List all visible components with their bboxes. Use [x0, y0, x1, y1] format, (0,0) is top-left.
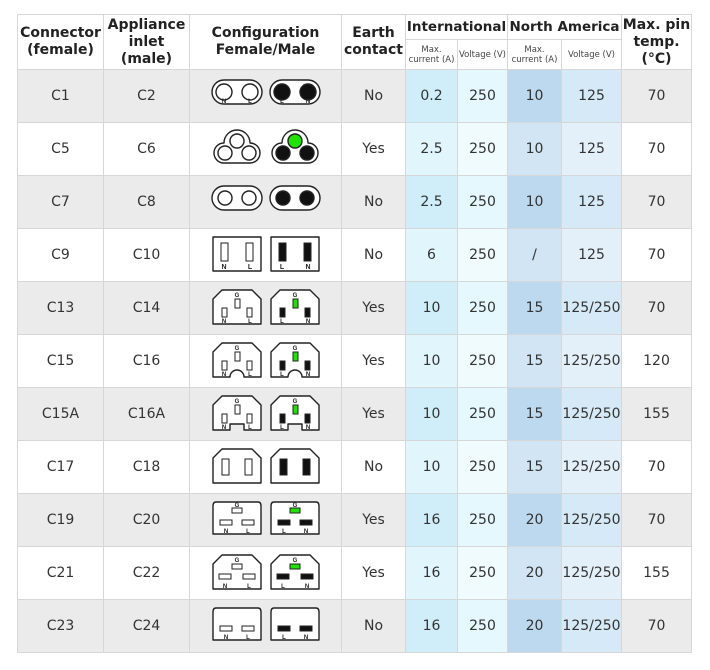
male-neutral-pin	[280, 361, 285, 370]
male-inlet-shape	[272, 130, 318, 163]
header-na-voltage: Voltage (V)	[562, 40, 622, 70]
female-live-pin	[247, 308, 252, 317]
male-inlet-shape	[271, 396, 319, 431]
intl-current-cell: 0.2	[406, 70, 458, 123]
pin-label: N	[223, 635, 228, 641]
inlet-cell: C22	[104, 547, 190, 600]
na-voltage-cell: 125/250	[562, 547, 622, 600]
male-earth-pin	[288, 134, 302, 148]
pin-label: L	[245, 635, 250, 641]
connector-diagram	[206, 394, 326, 434]
female-connector-shape	[213, 237, 261, 271]
connector-diagram	[206, 288, 326, 328]
inlet-cell: C2	[104, 70, 190, 123]
male-inlet-shape	[271, 237, 319, 271]
header-connector: Connector (female)	[18, 15, 104, 70]
female-neutral-pin	[220, 520, 232, 525]
na-voltage-cell: 125	[562, 70, 622, 123]
max-temp-cell: 70	[622, 494, 692, 547]
intl-current-cell: 6	[406, 229, 458, 282]
connector-cell: C17	[18, 441, 104, 494]
intl-current-cell: 10	[406, 335, 458, 388]
pin-label: G	[292, 399, 297, 405]
male-neutral-pin	[278, 520, 290, 525]
earth-contact-cell: Yes	[342, 335, 406, 388]
max-temp-cell: 70	[622, 600, 692, 653]
connector-diagram	[206, 500, 326, 540]
pin-label: N	[305, 372, 310, 378]
male-earth-pin	[290, 564, 300, 569]
header-na-max-current: Max. current (A)	[508, 40, 562, 70]
male-live-pin	[305, 414, 310, 423]
connector-cell: C5	[18, 123, 104, 176]
na-voltage-cell: 125/250	[562, 388, 622, 441]
male-inlet-shape	[271, 449, 319, 483]
pin-label: L	[279, 99, 284, 105]
max-temp-cell: 120	[622, 335, 692, 388]
na-voltage-cell: 125/250	[562, 335, 622, 388]
inlet-cell: C24	[104, 600, 190, 653]
female-neutral-pin	[221, 243, 228, 261]
male-inlet-shape	[270, 186, 320, 210]
intl-voltage-cell: 250	[458, 547, 508, 600]
pin-label: L	[279, 319, 284, 325]
intl-voltage-cell: 250	[458, 229, 508, 282]
connector-diagram	[206, 341, 326, 381]
configuration-cell	[190, 335, 342, 388]
na-voltage-cell: 125	[562, 229, 622, 282]
intl-voltage-cell: 250	[458, 600, 508, 653]
female-live-pin	[242, 191, 256, 205]
max-temp-cell: 70	[622, 70, 692, 123]
male-neutral-pin	[279, 243, 286, 261]
intl-voltage-cell: 250	[458, 441, 508, 494]
connector-diagram	[206, 235, 326, 275]
max-temp-cell: 70	[622, 441, 692, 494]
na-current-cell: 10	[508, 176, 562, 229]
max-temp-cell: 70	[622, 282, 692, 335]
table-row	[18, 494, 692, 547]
pin-label: L	[281, 635, 286, 641]
configuration-cell	[190, 600, 342, 653]
na-current-cell: 15	[508, 335, 562, 388]
intl-current-cell: 10	[406, 282, 458, 335]
na-voltage-cell: 125/250	[562, 600, 622, 653]
male-neutral-pin	[280, 308, 285, 317]
na-current-cell: 20	[508, 600, 562, 653]
male-live-pin	[305, 361, 310, 370]
male-earth-pin	[293, 352, 298, 361]
na-current-cell: /	[508, 229, 562, 282]
earth-contact-cell: Yes	[342, 282, 406, 335]
connector-cell: C15A	[18, 388, 104, 441]
max-temp-cell: 70	[622, 229, 692, 282]
pin-label: L	[247, 319, 252, 325]
female-neutral-pin	[222, 308, 227, 317]
female-connector-shape	[212, 80, 262, 105]
pin-label: N	[221, 99, 226, 105]
connector-diagram	[206, 606, 326, 646]
male-live-pin	[300, 626, 312, 631]
configuration-cell	[190, 282, 342, 335]
na-current-cell: 20	[508, 494, 562, 547]
table-row	[18, 547, 692, 600]
header-intl-voltage: Voltage (V)	[458, 40, 508, 70]
intl-current-cell: 2.5	[406, 176, 458, 229]
female-live-pin	[242, 520, 254, 525]
male-live-pin	[300, 191, 314, 205]
intl-voltage-cell: 250	[458, 388, 508, 441]
female-live-pin	[246, 243, 253, 261]
na-current-cell: 15	[508, 282, 562, 335]
inlet-cell: C6	[104, 123, 190, 176]
pin-label: N	[221, 372, 226, 378]
female-earth-pin	[230, 134, 244, 148]
male-inlet-shape	[271, 555, 319, 590]
connector-diagram	[206, 182, 326, 222]
male-live-pin	[304, 243, 311, 261]
female-connector-shape	[213, 449, 261, 483]
inlet-cell: C16	[104, 335, 190, 388]
configuration-cell	[190, 229, 342, 282]
female-live-pin	[242, 84, 258, 100]
inlet-cell: C16A	[104, 388, 190, 441]
intl-voltage-cell: 250	[458, 176, 508, 229]
male-neutral-pin	[274, 84, 290, 100]
pin-label: N	[305, 319, 310, 325]
intl-current-cell: 2.5	[406, 123, 458, 176]
pin-label: G	[234, 293, 239, 299]
configuration-cell	[190, 123, 342, 176]
pin-label: N	[220, 264, 227, 271]
female-live-pin	[245, 459, 252, 475]
intl-voltage-cell: 250	[458, 282, 508, 335]
header-configuration: Configuration Female/Male	[190, 15, 342, 70]
na-current-cell: 10	[508, 123, 562, 176]
configuration-cell	[190, 176, 342, 229]
male-inlet-shape	[271, 343, 319, 378]
pin-label: N	[303, 635, 308, 641]
intl-current-cell: 10	[406, 388, 458, 441]
header-international: International	[406, 15, 508, 40]
pin-label: L	[247, 372, 252, 378]
table-row	[18, 282, 692, 335]
female-live-pin	[247, 361, 252, 370]
female-connector-shape	[213, 502, 261, 535]
male-live-pin	[300, 84, 316, 100]
intl-current-cell: 16	[406, 600, 458, 653]
configuration-cell	[190, 70, 342, 123]
intl-voltage-cell: 250	[458, 123, 508, 176]
female-live-pin	[247, 414, 252, 423]
pin-label: G	[234, 503, 239, 509]
pin-label: L	[247, 264, 252, 271]
intl-voltage-cell: 250	[458, 335, 508, 388]
pin-label: N	[221, 425, 226, 431]
female-connector-shape	[212, 186, 262, 210]
female-live-pin	[242, 626, 254, 631]
intl-voltage-cell: 250	[458, 494, 508, 547]
male-earth-pin	[293, 405, 298, 414]
male-inlet-shape	[271, 502, 319, 535]
pin-label: L	[246, 584, 251, 590]
female-neutral-pin	[222, 361, 227, 370]
connector-cell: C7	[18, 176, 104, 229]
earth-contact-cell: No	[342, 176, 406, 229]
pin-label: N	[303, 529, 308, 535]
female-earth-pin	[235, 352, 240, 361]
na-current-cell: 20	[508, 547, 562, 600]
pin-label: L	[279, 372, 284, 378]
female-neutral-pin	[222, 459, 229, 475]
table-row	[18, 123, 692, 176]
coupler-table-wrapper	[17, 14, 692, 653]
male-live-pin	[303, 459, 310, 475]
connector-cell: C19	[18, 494, 104, 547]
earth-contact-cell: No	[342, 600, 406, 653]
max-temp-cell: 155	[622, 388, 692, 441]
male-neutral-pin	[276, 146, 290, 160]
male-inlet-shape	[271, 290, 319, 325]
configuration-cell	[190, 494, 342, 547]
male-inlet-shape	[271, 608, 319, 641]
female-neutral-pin	[222, 414, 227, 423]
na-current-cell: 15	[508, 388, 562, 441]
pin-label: N	[305, 99, 310, 105]
male-neutral-pin	[278, 626, 290, 631]
na-voltage-cell: 125/250	[562, 441, 622, 494]
pin-label: N	[223, 529, 228, 535]
pin-label: L	[245, 529, 250, 535]
intl-current-cell: 10	[406, 441, 458, 494]
female-neutral-pin	[216, 84, 232, 100]
female-earth-pin	[235, 405, 240, 414]
table-row	[18, 441, 692, 494]
configuration-cell	[190, 388, 342, 441]
male-inlet-shape	[270, 80, 320, 105]
male-neutral-pin	[277, 574, 289, 579]
female-neutral-pin	[220, 626, 232, 631]
pin-label: L	[280, 584, 285, 590]
pin-label: N	[221, 319, 226, 325]
table-row	[18, 335, 692, 388]
inlet-cell: C18	[104, 441, 190, 494]
pin-label: G	[292, 503, 297, 509]
inlet-cell: C14	[104, 282, 190, 335]
female-earth-pin	[235, 299, 240, 308]
earth-contact-cell: Yes	[342, 388, 406, 441]
header-intl-max-current: Max. current (A)	[406, 40, 458, 70]
female-connector-shape	[213, 555, 261, 590]
female-connector-shape	[214, 130, 260, 163]
table-row	[18, 600, 692, 653]
earth-contact-cell: Yes	[342, 123, 406, 176]
table-row	[18, 388, 692, 441]
na-voltage-cell: 125	[562, 176, 622, 229]
pin-label: L	[247, 425, 252, 431]
female-neutral-pin	[218, 146, 232, 160]
male-live-pin	[300, 520, 312, 525]
female-neutral-pin	[218, 191, 232, 205]
earth-contact-cell: No	[342, 70, 406, 123]
connector-cell: C1	[18, 70, 104, 123]
pin-label: N	[304, 584, 309, 590]
female-connector-shape	[213, 608, 261, 641]
header-appliance-inlet: Appliance inlet (male)	[104, 15, 190, 70]
header-north-america: North America	[508, 15, 622, 40]
connector-diagram	[206, 76, 326, 116]
na-voltage-cell: 125/250	[562, 494, 622, 547]
intl-current-cell: 16	[406, 494, 458, 547]
na-voltage-cell: 125	[562, 123, 622, 176]
male-live-pin	[300, 146, 314, 160]
male-neutral-pin	[276, 191, 290, 205]
pin-label: N	[304, 264, 311, 271]
pin-label: L	[279, 264, 284, 271]
female-earth-pin	[232, 564, 242, 569]
female-connector-shape	[213, 290, 261, 325]
table-row	[18, 229, 692, 282]
female-live-pin	[243, 574, 255, 579]
connector-cell: C21	[18, 547, 104, 600]
male-live-pin	[301, 574, 313, 579]
female-connector-shape	[213, 396, 261, 431]
connector-diagram	[206, 129, 326, 169]
female-neutral-pin	[219, 574, 231, 579]
iec-coupler-table	[17, 14, 692, 653]
earth-contact-cell: Yes	[342, 494, 406, 547]
male-neutral-pin	[280, 459, 287, 475]
earth-contact-cell: No	[342, 229, 406, 282]
intl-voltage-cell: 250	[458, 70, 508, 123]
connector-cell: C15	[18, 335, 104, 388]
pin-label: G	[234, 346, 239, 352]
header-earth-contact: Earth contact	[342, 15, 406, 70]
male-live-pin	[305, 308, 310, 317]
female-connector-shape	[213, 343, 261, 378]
earth-contact-cell: Yes	[342, 547, 406, 600]
earth-contact-cell: No	[342, 441, 406, 494]
pin-label: G	[234, 399, 239, 405]
pin-label: G	[234, 558, 239, 564]
inlet-cell: C20	[104, 494, 190, 547]
inlet-cell: C10	[104, 229, 190, 282]
male-earth-pin	[293, 299, 298, 308]
intl-current-cell: 16	[406, 547, 458, 600]
configuration-cell	[190, 547, 342, 600]
pin-label: N	[305, 425, 310, 431]
connector-cell: C13	[18, 282, 104, 335]
max-temp-cell: 70	[622, 123, 692, 176]
max-temp-cell: 70	[622, 176, 692, 229]
pin-label: G	[292, 293, 297, 299]
na-current-cell: 15	[508, 441, 562, 494]
table-body	[18, 70, 692, 653]
pin-label: L	[279, 425, 284, 431]
pin-label: G	[292, 558, 297, 564]
connector-cell: C23	[18, 600, 104, 653]
connector-cell: C9	[18, 229, 104, 282]
connector-diagram	[206, 447, 326, 487]
max-temp-cell: 155	[622, 547, 692, 600]
configuration-cell	[190, 441, 342, 494]
pin-label: N	[222, 584, 227, 590]
table-row	[18, 70, 692, 123]
na-voltage-cell: 125/250	[562, 282, 622, 335]
pin-label: L	[281, 529, 286, 535]
female-live-pin	[242, 146, 256, 160]
pin-label: L	[247, 99, 252, 105]
inlet-cell: C8	[104, 176, 190, 229]
male-neutral-pin	[280, 414, 285, 423]
connector-diagram	[206, 553, 326, 593]
table-row	[18, 176, 692, 229]
pin-label: G	[292, 346, 297, 352]
na-current-cell: 10	[508, 70, 562, 123]
header-max-pin-temp: Max. pin temp. (°C)	[622, 15, 692, 70]
